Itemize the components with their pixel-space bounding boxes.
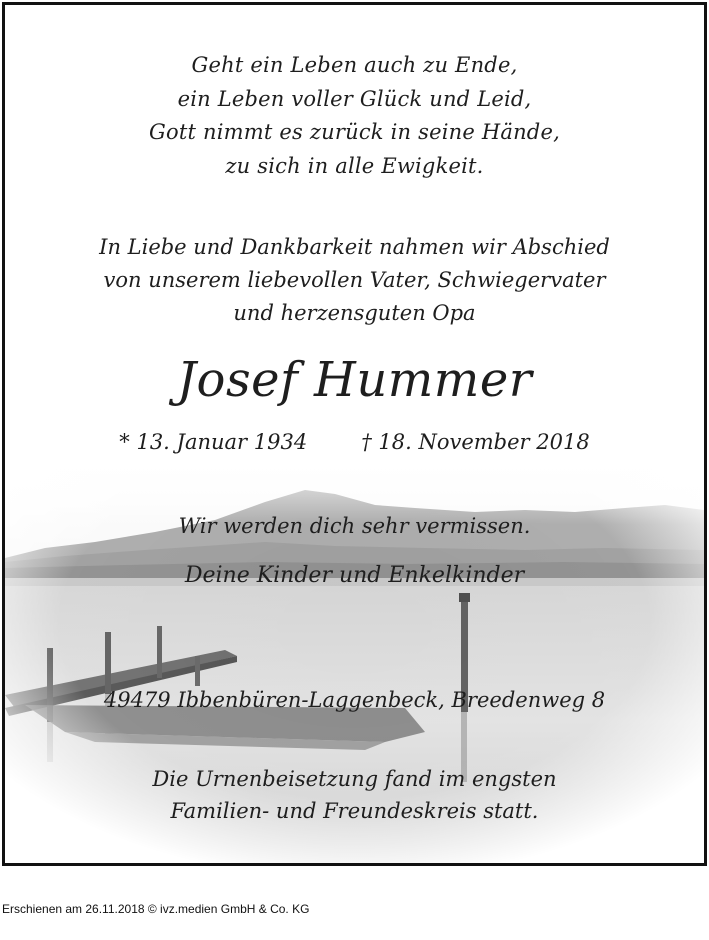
obituary-frame xyxy=(2,2,707,866)
intro-line: In Liebe und Dankbarkeit nahmen wir Abschied xyxy=(99,235,610,259)
birth-date: * 13. Januar 1934 xyxy=(119,430,308,454)
intro-text xyxy=(5,231,704,330)
poem-line: zu sich in alle Ewigkeit. xyxy=(225,153,484,178)
death-date: † 18. November 2018 xyxy=(361,430,590,454)
family-signature: Deine Kinder und Enkelkinder xyxy=(184,563,525,588)
publication-footer: Erschienen am 26.11.2018 © ivz.medien GmbH & Co. KG xyxy=(2,902,310,916)
poem-line: Gott nimmt es zurück in seine Hände, xyxy=(149,120,560,144)
intro-line: und herzensguten Opa xyxy=(233,301,476,325)
burial-line: Die Urnenbeisetzung fand im engsten xyxy=(152,767,557,791)
burial-note xyxy=(5,763,704,827)
poem-line: Geht ein Leben auch zu Ende, xyxy=(191,53,518,77)
life-dates xyxy=(5,427,704,457)
intro-line: von unserem liebevollen Vater, Schwiegervater xyxy=(103,268,606,292)
poem-line: ein Leben voller Glück und Leid, xyxy=(177,86,532,111)
poem xyxy=(5,49,704,183)
farewell-line: Wir werden dich sehr vermissen. xyxy=(178,514,531,538)
address: 49479 Ibbenbüren-Laggenbeck, Breedenweg 8 xyxy=(103,688,606,712)
deceased-name: Josef Hummer xyxy=(176,352,533,408)
burial-line: Familien- und Freundeskreis statt. xyxy=(170,799,539,823)
